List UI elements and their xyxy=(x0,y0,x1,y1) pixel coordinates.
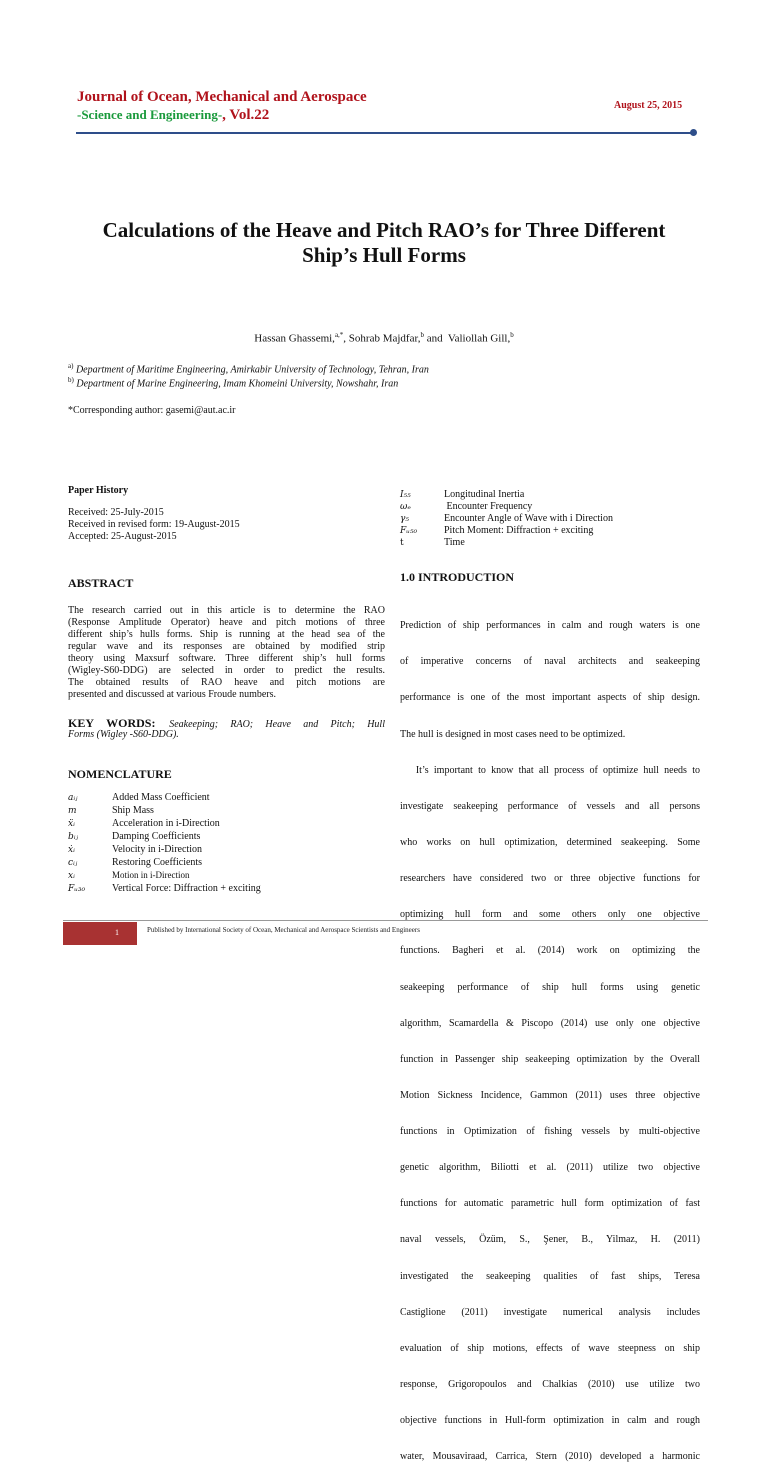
header-rule xyxy=(76,132,695,134)
title-line: Ship’s Hull Forms xyxy=(302,243,466,267)
nomenclature-definition: Velocity in i-Direction xyxy=(112,844,202,855)
abstract-heading: ABSTRACT xyxy=(68,576,134,590)
affiliation-mark: b) xyxy=(68,376,74,384)
abstract-line: theory using Maxsurf software. Three different ship’s hull forms xyxy=(68,653,385,665)
nomenclature-definition: Added Mass Coefficient xyxy=(112,792,210,803)
journal-volume: , Vol.22 xyxy=(222,107,270,123)
intro-line: optimizing hull form and some others only one objective xyxy=(400,909,700,921)
abstract-line: presented and discussed at various Froude numbers. xyxy=(68,689,277,701)
intro-line: functions for automatic parametric hull form optimization of fast xyxy=(400,1198,700,1210)
introduction-body xyxy=(400,596,700,1475)
abstract-body xyxy=(68,605,385,701)
intro-line: response, Grigoropoulos and Chalkias (2010) use utilize two xyxy=(400,1379,700,1391)
author-affil-mark: b xyxy=(420,331,424,339)
author-name: Sohrab Majdfar, xyxy=(348,332,421,345)
abstract-line: (Wigley-S60-DDG) are selected in order to predict the results. xyxy=(68,665,385,677)
affiliation-text: Department of Marine Engineering, Imam Khomeini University, Nowshahr, Iran xyxy=(76,378,399,390)
journal-subtitle-text: -Science and Engineering- xyxy=(77,107,223,122)
nomenclature-definition: Restoring Coefficients xyxy=(112,857,203,868)
intro-line: naval vessels, Özüm, S., Şener, B., Yilmaz, H. (2011) xyxy=(400,1234,700,1246)
intro-line: of imperative concerns of naval architects and seakeeping xyxy=(400,656,700,668)
intro-line: Castiglione (2011) investigate numerical analysis includes xyxy=(400,1306,700,1318)
nomenclature-symbol: I₅₅ xyxy=(400,490,411,500)
intro-line: functions in Optimization of fishing vessels by multi-objective xyxy=(400,1126,700,1138)
intro-line: who works on hull optimization, determined seakeeping. Some xyxy=(400,836,700,848)
keywords-text-cont: Forms (Wigley -S60-DDG). xyxy=(68,729,179,740)
nomenclature-item xyxy=(68,878,261,894)
intro-line: Prediction of ship performances in calm and rough waters is one xyxy=(400,620,700,632)
nomenclature-item xyxy=(400,520,594,536)
nomenclature-item xyxy=(68,787,210,803)
keywords-text: Seakeeping; RAO; Heave and Pitch; Hull xyxy=(169,719,385,730)
title-line: Calculations of the Heave and Pitch RAO’s for Three Different xyxy=(102,218,666,242)
nomenclature-definition: Longitudinal Inertia xyxy=(444,489,525,500)
intro-line: The hull is designed in most cases need to be optimized. xyxy=(400,728,626,740)
intro-line: researchers have considered two or three objective functions for xyxy=(400,873,700,885)
affiliation xyxy=(68,362,429,375)
nomenclature-heading: NOMENCLATURE xyxy=(68,767,172,781)
intro-line: objective functions in Hull-form optimization in calm and rough xyxy=(400,1415,700,1427)
nomenclature-item xyxy=(400,484,525,500)
nomenclature-symbol: cᵢⱼ xyxy=(68,858,78,868)
nomenclature-definition: Damping Coefficients xyxy=(112,831,201,842)
journal-subtitle xyxy=(77,107,269,124)
nomenclature-symbol: ẍᵢ xyxy=(68,819,75,829)
intro-line: evaluation of ship motions, effects of wave steepness on ship xyxy=(400,1342,700,1354)
page-number-box xyxy=(63,922,137,945)
affiliation xyxy=(68,376,398,389)
author-affil-mark: a,* xyxy=(334,331,344,339)
intro-line: algorithm, Scamardella & Piscopo (2014) use only one objective xyxy=(400,1017,700,1029)
intro-line: water, Mousaviraad, Carrica, Stern (2010) developed a harmonic xyxy=(400,1451,700,1463)
author-name: Valiollah Gill, xyxy=(447,332,511,345)
affiliation-mark: a) xyxy=(68,362,74,370)
nomenclature-symbol: aᵢⱼ xyxy=(68,793,78,803)
abstract-line: The research carried out in this article is to determine the RAO xyxy=(68,605,385,616)
paper-history-title: Paper History xyxy=(68,485,129,496)
footer-publisher: Published by International Society of Ocean, Mechanical and Aerospace Scientists and Engineers xyxy=(147,926,420,934)
intro-line: functions. Bagheri et al. (2014) work on optimizing the xyxy=(400,945,700,957)
nomenclature-symbol: bᵢⱼ xyxy=(68,832,78,842)
abstract-line: The obtained results of RAO heave and pitch motions are xyxy=(68,677,385,689)
abstract-line: (Response Amplitude Operator) heave and pitch motions of three xyxy=(68,617,385,629)
nomenclature-symbol: t xyxy=(400,538,404,548)
nomenclature-definition: Encounter Frequency xyxy=(444,501,533,512)
nomenclature-item xyxy=(68,865,190,881)
intro-line: genetic algorithm, Biliotti et al. (2011) utilize two objective xyxy=(400,1162,700,1174)
nomenclature-item xyxy=(68,826,201,842)
nomenclature-item xyxy=(400,496,533,512)
footer-rule xyxy=(63,920,708,921)
nomenclature-definition: Ship Mass xyxy=(112,805,154,816)
intro-line: seakeeping performance of ship hull forms using genetic xyxy=(400,981,700,993)
journal-name: Journal of Ocean, Mechanical and Aerospace xyxy=(77,89,367,105)
nomenclature-symbol: Fᵤ₅₀ xyxy=(400,526,418,536)
nomenclature-item xyxy=(68,852,203,868)
affiliation-text: Department of Maritime Engineering, Amirkabir University of Technology, Tehran, Iran xyxy=(75,364,429,376)
nomenclature-symbol: xᵢ xyxy=(68,871,75,881)
intro-line: It’s important to know that all process of optimize hull needs to xyxy=(400,764,700,776)
intro-line: investigated the seakeeping qualities of fast ships, Teresa xyxy=(400,1270,700,1282)
nomenclature-symbol: ẋᵢ xyxy=(68,845,75,855)
history-line: Received: 25-July-2015 xyxy=(68,507,164,518)
paper-title xyxy=(40,218,728,268)
history-line: Received in revised form: 19-August-2015 xyxy=(68,519,240,530)
intro-line: performance is one of the most important aspects of ship design. xyxy=(400,692,700,704)
nomenclature-definition: Encounter Angle of Wave with i Direction xyxy=(444,513,613,524)
nomenclature-symbol: m xyxy=(68,806,77,816)
author-separator: , xyxy=(343,332,349,345)
intro-line: function in Passenger ship seakeeping optimization by the Overall xyxy=(400,1053,700,1065)
corresponding-author: *Corresponding author: gasemi@aut.ac.ir xyxy=(68,405,236,416)
nomenclature-symbol: ωₑ xyxy=(400,502,411,512)
author-separator: and xyxy=(423,332,448,345)
intro-line: investigate seakeeping performance of vessels and all persons xyxy=(400,800,700,812)
nomenclature-symbol: γ₅ xyxy=(400,514,409,524)
nomenclature-definition: Acceleration in i-Direction xyxy=(112,818,220,829)
author-affil-mark: b xyxy=(510,331,514,339)
intro-line: Motion Sickness Incidence, Gammon (2011) uses three objective xyxy=(400,1089,700,1101)
nomenclature-symbol: Fᵤ₃₀ xyxy=(68,884,86,894)
introduction-heading: 1.0 INTRODUCTION xyxy=(400,570,515,584)
keywords-label: KEY WORDS: xyxy=(68,716,156,730)
abstract-line: regular wave and its responses are obtained by modified strip xyxy=(68,641,385,653)
nomenclature-definition: Time xyxy=(444,537,465,548)
nomenclature-item xyxy=(400,508,613,524)
nomenclature-definition: Pitch Moment: Diffraction + exciting xyxy=(444,525,594,536)
nomenclature-definition: Motion in i-Direction xyxy=(112,870,190,880)
issue-date: August 25, 2015 xyxy=(614,100,683,111)
abstract-line: different ship’s hulls forms. Ship is running at the head sea of the xyxy=(68,629,385,641)
nomenclature-item xyxy=(68,839,202,855)
author-list xyxy=(40,331,728,345)
nomenclature-item xyxy=(400,532,465,548)
nomenclature-item xyxy=(68,800,154,816)
header-rule-dot xyxy=(690,129,697,136)
history-line: Accepted: 25-August-2015 xyxy=(68,531,177,542)
page-number: 1 xyxy=(115,928,119,937)
nomenclature-definition: Vertical Force: Diffraction + exciting xyxy=(112,883,261,894)
nomenclature-item xyxy=(68,813,220,829)
author-name: Hassan Ghassemi, xyxy=(254,332,335,345)
